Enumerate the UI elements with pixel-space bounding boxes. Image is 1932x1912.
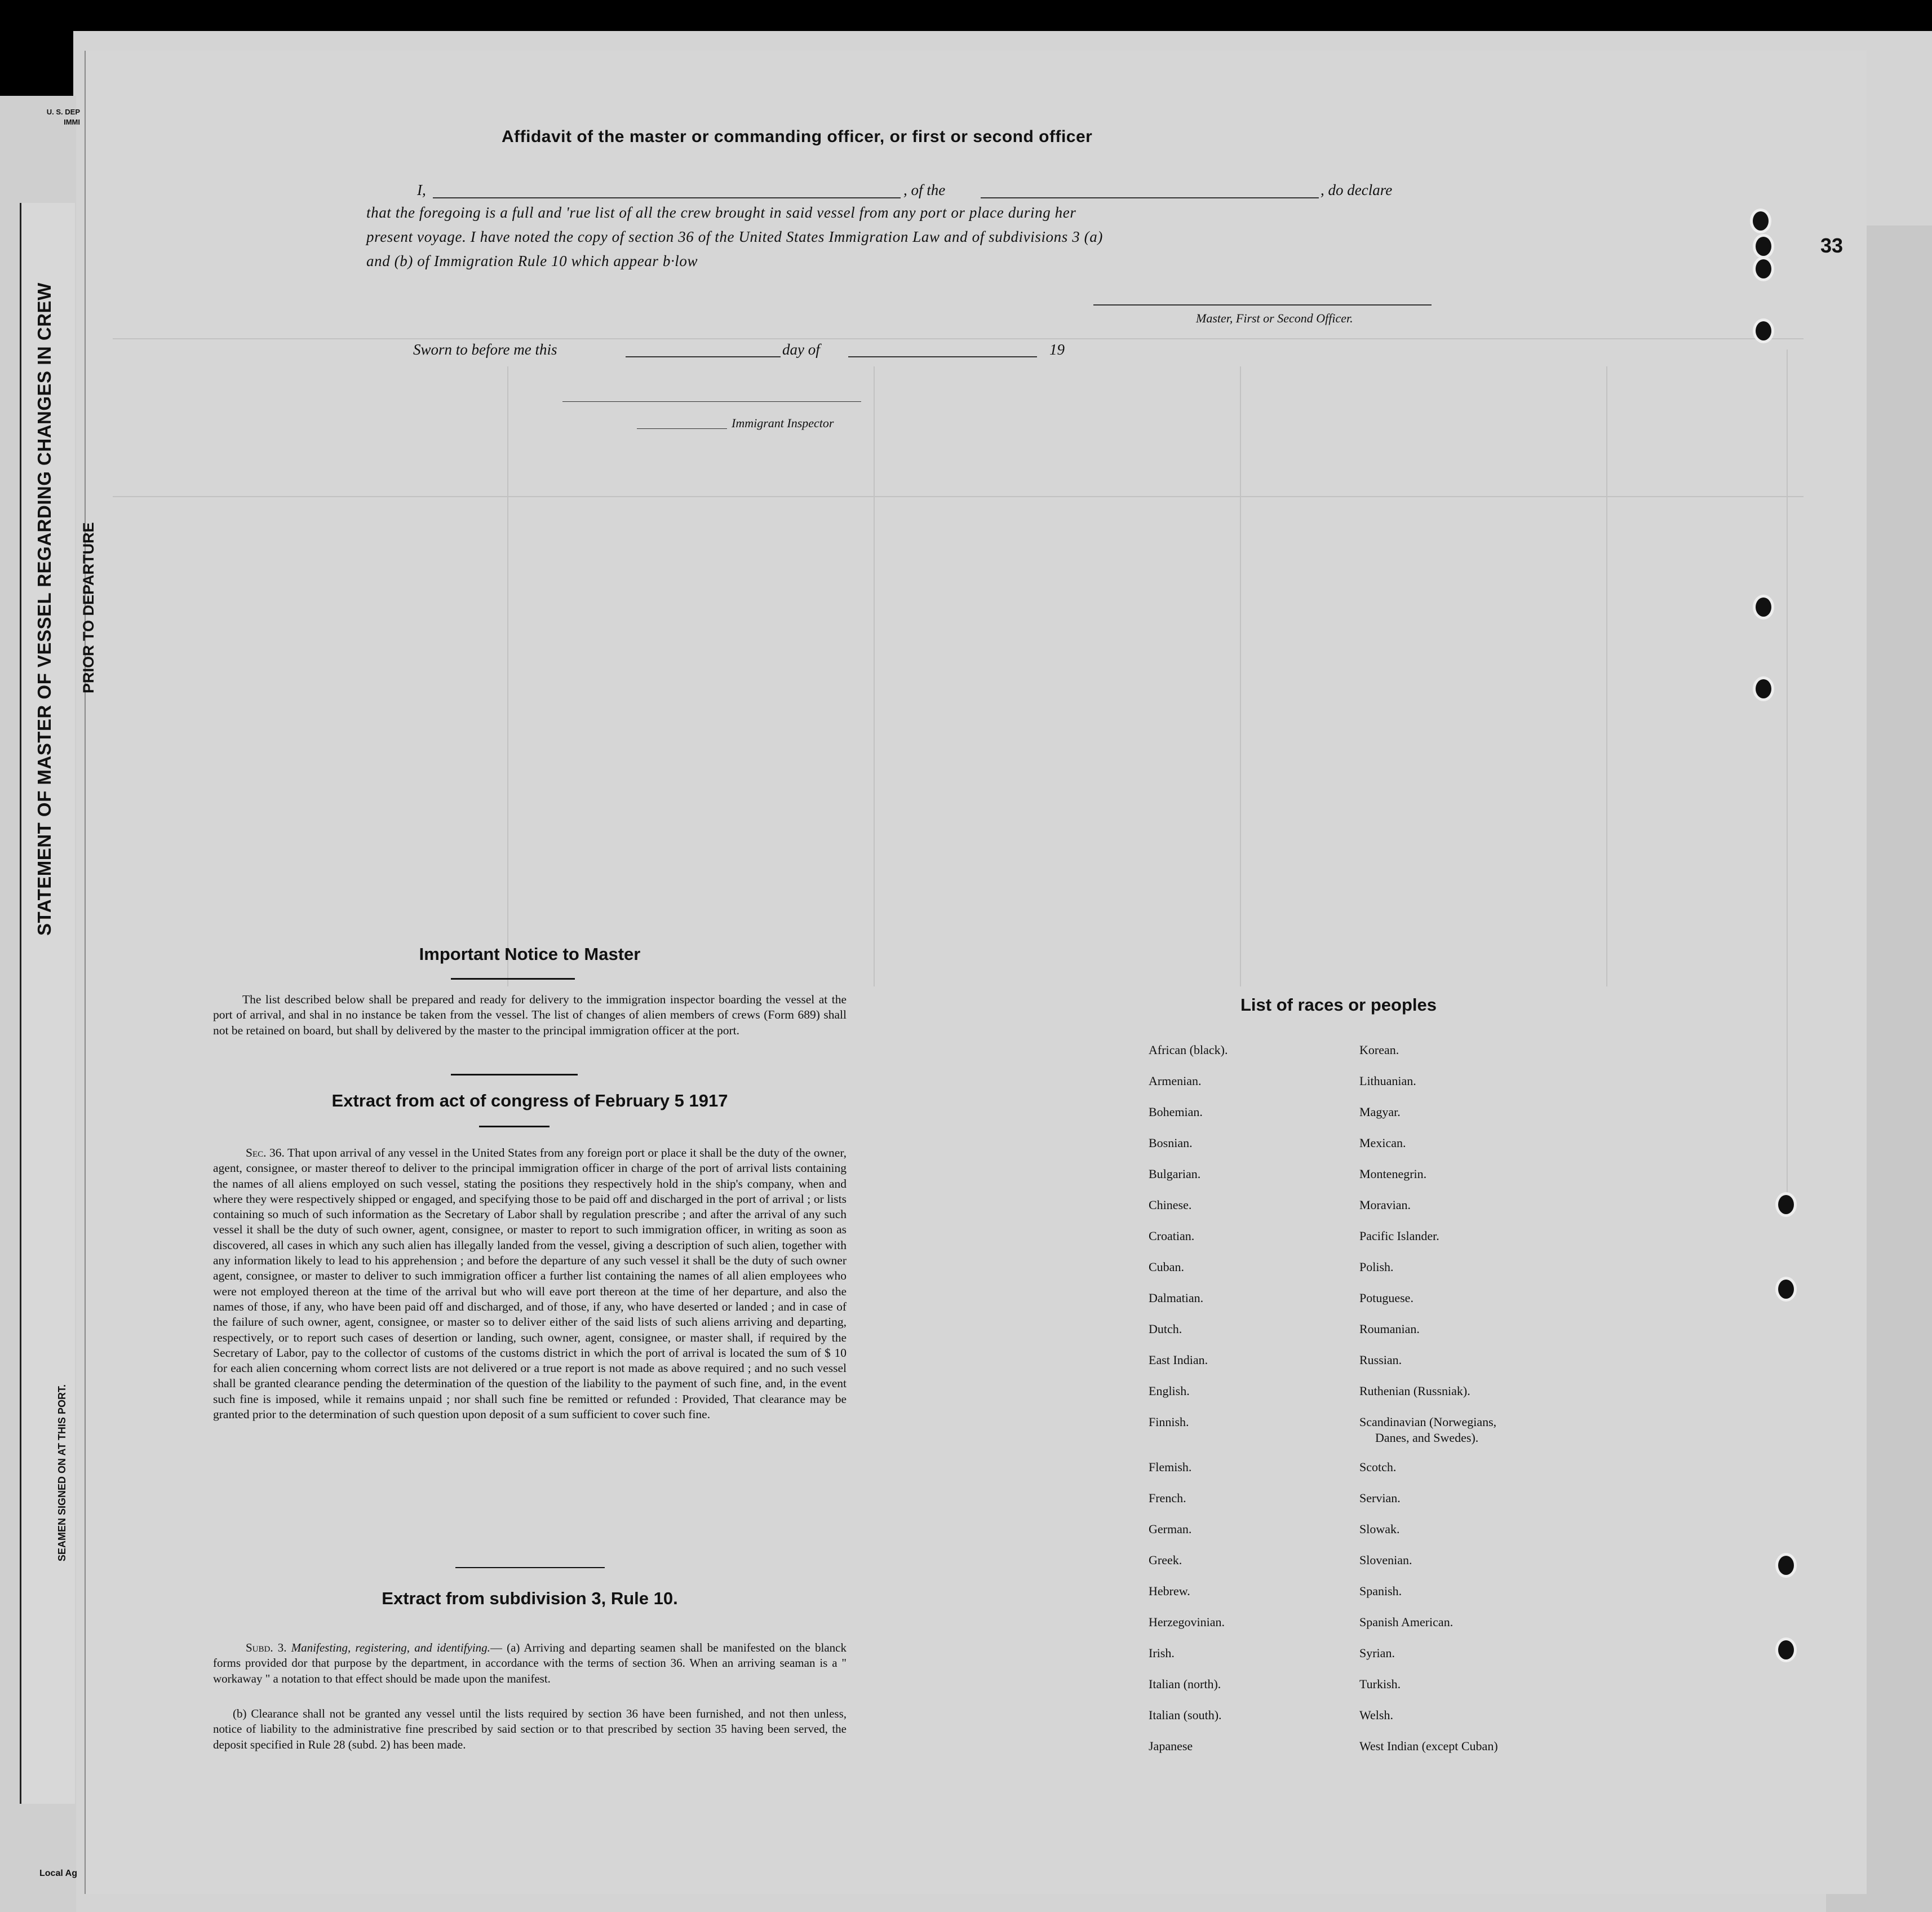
sworn-day-blank[interactable] [626, 356, 781, 357]
rule-text-a [213, 1640, 847, 1687]
local-agent-label: Local Ag [39, 1869, 77, 1878]
signature-blank[interactable] [1093, 304, 1432, 306]
race-item: Turkish. [1359, 1677, 1401, 1691]
affidavit-line-4: and (b) of Immigration Rule 10 which appear b·low [366, 253, 698, 269]
race-item: French. [1149, 1491, 1186, 1505]
year-label: 19 [1049, 341, 1065, 358]
section-label: Sec. 36. [246, 1146, 285, 1159]
rule-title: Extract from subdivision 3, Rule 10. [382, 1588, 678, 1608]
race-item: Cuban. [1149, 1260, 1184, 1274]
race-item: Spanish American. [1359, 1615, 1454, 1629]
race-item: Chinese. [1149, 1198, 1192, 1212]
race-item: Russian. [1359, 1353, 1402, 1367]
race-item: West Indian (except Cuban) [1359, 1739, 1498, 1753]
inspector-signature-blank[interactable] [562, 401, 861, 402]
side-subtitle: PRIOR TO DEPARTURE [80, 522, 97, 693]
race-item: Flemish. [1149, 1460, 1192, 1474]
race-item: Spanish. [1359, 1584, 1402, 1598]
subd-a-text: — (a) Arriving and departing seamen shall be manifested on the blanck forms provided dor that purpose by the department, in accordance with the terms of section 36. When an arriving seaman is a " workaway " a notation to that effect should be made upon the manifest. [213, 1641, 847, 1685]
race-item: Roumanian. [1359, 1322, 1420, 1336]
race-item: Greek. [1149, 1553, 1182, 1567]
race-item: Croatian. [1149, 1229, 1195, 1243]
side-title: STATEMENT OF MASTER OF VESSEL REGARDING CHANGES IN CREW [34, 282, 55, 936]
month-blank[interactable] [848, 356, 1037, 357]
day-of-label: day of [782, 341, 820, 358]
rule-text-b: (b) Clearance shall not be granted any vessel until the lists required by section 36 have been furnished, and not then unless, notice of liability to the administrative fine prescribed by said section or to that prescribed by section 35 having been served, the deposit specified in Rule 28 (subd. 2) has been made. [213, 1707, 847, 1751]
inspector-name-blank[interactable] [637, 428, 727, 429]
department-label: U. S. DEP IMMI [46, 108, 80, 126]
affidavit-title: Affidavit of the master or commanding officer, or first or second officer [502, 127, 1093, 146]
race-item: Slowak. [1359, 1522, 1400, 1536]
notice-rule [451, 978, 575, 980]
race-item: Scotch. [1359, 1460, 1397, 1474]
race-item: Danes, and Swedes). [1375, 1431, 1479, 1445]
race-item: African (black). [1149, 1043, 1228, 1057]
form-number: 33 [1820, 234, 1844, 257]
race-item: Slovenian. [1359, 1553, 1412, 1567]
affidavit-line-2: that the foregoing is a full and 'rue list of all the crew brought in said vessel from any port or place during her [366, 204, 1076, 221]
subd-label: Subd. 3. [246, 1641, 287, 1654]
race-item: Armenian. [1149, 1074, 1202, 1088]
race-item: Italian (south). [1149, 1708, 1222, 1722]
race-item: Servian. [1359, 1491, 1401, 1505]
race-item: Ruthenian (Russniak). [1359, 1384, 1470, 1398]
signature-caption: Master, First or Second Officer. [1196, 311, 1353, 325]
race-item: East Indian. [1149, 1353, 1208, 1367]
races-title: List of races or peoples [1240, 995, 1437, 1015]
race-item: Korean. [1359, 1043, 1399, 1057]
sworn-label: Sworn to before me this [413, 341, 557, 358]
race-item: English. [1149, 1384, 1190, 1398]
race-item: Montenegrin. [1359, 1167, 1427, 1181]
race-item: Italian (north). [1149, 1677, 1221, 1691]
race-item: Syrian. [1359, 1646, 1395, 1660]
race-item: Herzegovinian. [1149, 1615, 1225, 1629]
race-item: Scandinavian (Norwegians, [1359, 1415, 1497, 1429]
affidavit-of-the: , of the [903, 182, 946, 198]
race-item: German. [1149, 1522, 1192, 1536]
affidavit-line-3: present voyage. I have noted the copy of section 36 of the United States Immigration Law and of subdivisions 3 (a) [366, 228, 1103, 245]
race-item: Dutch. [1149, 1322, 1182, 1336]
seamen-note: SEAMEN SIGNED ON AT THIS PORT. [56, 1384, 68, 1561]
notice-text: The list described below shall be prepared and ready for delivery to the immigration inspector boarding the vessel at the port of arrival, and shal in no instance be taken from the vessel. The list of changes of alien members of crews (Form 689) shall not be retained on board, but shall by delivered by the master to the principal immigration officer at the port. [213, 993, 847, 1037]
race-item: Welsh. [1359, 1708, 1393, 1722]
race-item: Bohemian. [1149, 1105, 1203, 1119]
race-item: Mexican. [1359, 1136, 1406, 1150]
race-item: Lithuanian. [1359, 1074, 1416, 1088]
affidavit-i: I, [417, 182, 426, 198]
name-blank[interactable] [433, 197, 901, 198]
affidavit-declare: , do declare [1321, 182, 1393, 198]
notice-title: Important Notice to Master [419, 944, 641, 964]
race-item: Bulgarian. [1149, 1167, 1201, 1181]
race-item: Potuguese. [1359, 1291, 1413, 1305]
subd-heading: Manifesting, registering, and identifying. [291, 1641, 490, 1654]
race-item: Japanese [1149, 1739, 1193, 1753]
race-item: Polish. [1359, 1260, 1394, 1274]
rule-rule [455, 1567, 605, 1568]
race-item: Dalmatian. [1149, 1291, 1204, 1305]
act-rule-top [451, 1074, 578, 1076]
act-title: Extract from act of congress of February 5 1917 [331, 1091, 728, 1110]
section-36-text: That upon arrival of any vessel in the United States from any foreign port or place it shall be the duty of the owner, agent, consignee, or master thereof to deliver to the principal immigration officer in charge of the port of arrival lists containing the names of all aliens employed on such vessel, stating the positions they respectively hold in the ship's company, when and where they were respectively shipped or engaged, and specifying those to be paid off and discharged in the port of arrival ; or lists containing so much of such information as the Secretary of Labor shall by regulation prescribe ; and after the arrival of any such vessel it shall be the duty of such owner, agent, consignee, or master to report to such immigration officer, in writing as soon as discovered, all cases in which any such alien has illegally landed from the vessel, giving a description of such alien, together with any information likely to lead to his apprehension ; and before the departure of any such vessel it shall be the duty of such owner agent, consignee, or master to deliver to such immigration officer a further list containing the names of all alien employees who were not employed thereon at the time of the arrival but who will eave port thereon at the time of her departure, and also the names of those, if any, who have been paid off and discharged, and of those, if any, who have deserted or landed ; and in case of the failure of such owner, agent, consignee, or master so to deliver either of the said lists of such aliens arriving and departing, respectively, or to report such cases of desertion or landing, such owner, agent, consignee, or master shall, if required by the Secretary of Labor, pay to the collector of customs of the customs district in which the port of arrival is located the sum of $ 10 for each alien concerning whom correct lists are not delivered or a true report is not made as above required ; and no such vessel shall be granted clearance pending the determination of the question of the liability to the payment of such fine, and, in the event such fine is imposed, while it remains unpaid ; nor shall such fine be remitted or refunded : Provided, That clearance may be granted prior to the determination of such question upon deposit of a sum sufficient to cover such fine. [213, 1146, 847, 1422]
act-text [213, 1145, 847, 1422]
race-item: Magyar. [1359, 1105, 1401, 1119]
race-item: Irish. [1149, 1646, 1175, 1660]
vessel-blank[interactable] [981, 197, 1319, 198]
inspector-label: Immigrant Inspector [732, 416, 834, 430]
race-item: Moravian. [1359, 1198, 1411, 1212]
race-item: Finnish. [1149, 1415, 1189, 1429]
race-item: Hebrew. [1149, 1584, 1190, 1598]
race-item: Pacific Islander. [1359, 1229, 1439, 1243]
act-rule-bottom [479, 1126, 550, 1127]
form-page [85, 51, 1867, 1894]
race-item: Bosnian. [1149, 1136, 1193, 1150]
